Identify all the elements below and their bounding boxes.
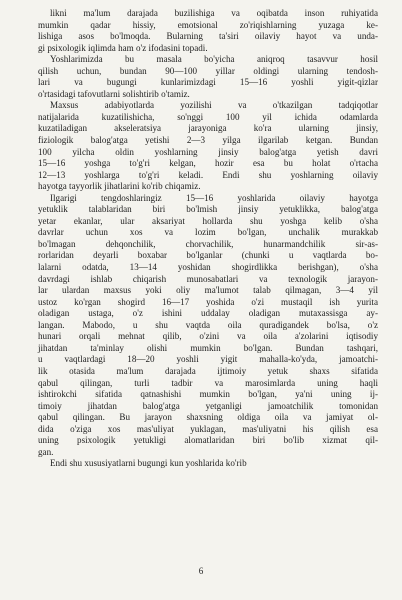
text-line: u vaqtlardagi 18—20 yoshli yigit mahalla-ko'yda, jamoatchi- [38,354,378,365]
text-line: likni ma'lum darajada buzilishiga va oqibatda inson ruhiyatida [50,8,378,18]
text-line: jihatdan ta'minlay olishi mumkin bo'lgan. Bundan tashqari, [38,342,378,353]
text-line: Maxsus adabiyotlarda yozilishi va o'tkazilgan tadqiqotlar [50,100,378,111]
text-line: ishtirokchi sifatida qatnashishi mumkin bo'lgan, ya'ni uning ij- [38,389,378,400]
text-line: Yoshlarimizda bu masala bo'yicha aniqroq tasavvur hosil [50,54,378,65]
text-line: 100 yilcha oldin yoshlarning jinsiy balog'atga yetish davri [38,146,378,157]
paragraph [38,193,378,459]
paragraph [38,54,378,100]
text-line: qabul qilingan, turli tadbir va marosimlarda uning haqli [38,377,378,388]
text-line: bo'lmagan dehqonchilik, chorvachilik, hunarmandchilik sir-as- [38,238,378,249]
text-line: rorlaridan deyarli boxabar bo'lganlar (chunki u vaqtlarda bo- [38,250,378,261]
text-line: langan. Mabodo, u shu vaqtda oila quradigandek bo'lsa, o'z [38,319,378,330]
paragraph [38,458,378,470]
text-line: yetar ekanlar, ular aksariyat hollarda shu yoshga kelib o'sha [38,215,378,226]
text-line: dida o'ziga xos mas'uliyat yuklagan, mas'uliyatni his qilish esa [38,423,378,434]
text-line: davrdagi ishlab chiqarish munosabatlari va texnologik jarayon- [38,273,378,284]
paragraph [38,8,378,54]
text-line: Ilgarigi tengdoshlaringiz 15—16 yoshlarida oilaviy hayotga [50,192,378,203]
page-number: 6 [198,566,204,576]
text-line: hayotga tayyorlik jihatlarini ko'rib chiqamiz. [38,181,201,192]
text-line: gi psixologik iqlimda ham o'z ifodasini topadi. [38,42,208,53]
text-line: kuzatiladigan akseleratsiya jarayoniga ko'ra ularning jinsiy, [38,123,378,134]
text-line: lishiga asos bo'lmoqda. Bularning ta'siri oilaviy hayot va unda- [38,31,378,42]
text-line: fiziologik balog'atga yetishi 2—3 yilga ilgarilab ketgan. Bundan [38,135,378,146]
text-line: oladigan ustaga, o'z ishini uddalay oladigan mutaxassisga ay- [38,308,378,319]
text-line: lari va bugungi kunlarimizdagi 15—16 yoshli yigit-qizlar [38,77,378,88]
text-line: qilish uchun, bundan 90—100 yillar oldingi ularning tendosh- [38,65,378,76]
text-line: lik otasida ma'lum darajada ijtimoiy yetuk shaxs sifatida [38,365,378,376]
text-line: 12—13 yoshlarga to'g'ri keladi. Endi shu yoshlarning oilaviy [38,169,378,180]
text-line: ustoz ko'rgan shogird 16—17 yoshida o'zi mustaqil ish yurita [38,296,378,307]
text-line: hunari orqali mehnat qilib, o'zini va oila a'zolarini iqtisodiy [38,331,378,342]
paragraph [38,100,378,192]
body-text [38,8,378,470]
text-line: davrlar uchun xos va lozim bo'lgan, unchalik murakkab [38,227,378,238]
text-line: mumkin qadar hissiy, emotsional zo'riqishlarning yuzaga ke- [38,19,378,30]
text-line: lalarni odatda, 13—14 yoshidan shogirdlikka berishgan), o'sha [38,262,378,273]
text-line: qabul qilingan. Bu jarayon shaxsning oldiga oila va jamiyat ol- [38,412,378,423]
text-line: lar ulardan maxsus yoki oliy ma'lumot talab qilmagan, 3—4 yil [38,285,378,296]
text-line: o'rtasidagi tafovutlarni solishtirib o'tamiz. [38,88,190,99]
text-line: yetuklik talablaridan biri bo'lmish jinsiy yetuklikka, balog'atga [38,204,378,215]
text-line: Endi shu xususiyatlarni bugungi kun yoshlarida ko'rib [50,458,247,469]
text-line: uning psixologik yetukligi alomatlaridan biri bo'lib xizmat qil- [38,435,378,446]
text-line: 15—16 yoshga to'g'ri kelgan, hozir esa bu holat o'rtacha [38,158,378,169]
text-line: gan. [38,446,54,457]
text-line: natijalarida kuzatilishicha, so'nggi 100 yil ichida odamlarda [38,111,378,122]
text-line: timoiy jihatdan balog'atga yetganligi jamoatchilik tomonidan [38,400,378,411]
